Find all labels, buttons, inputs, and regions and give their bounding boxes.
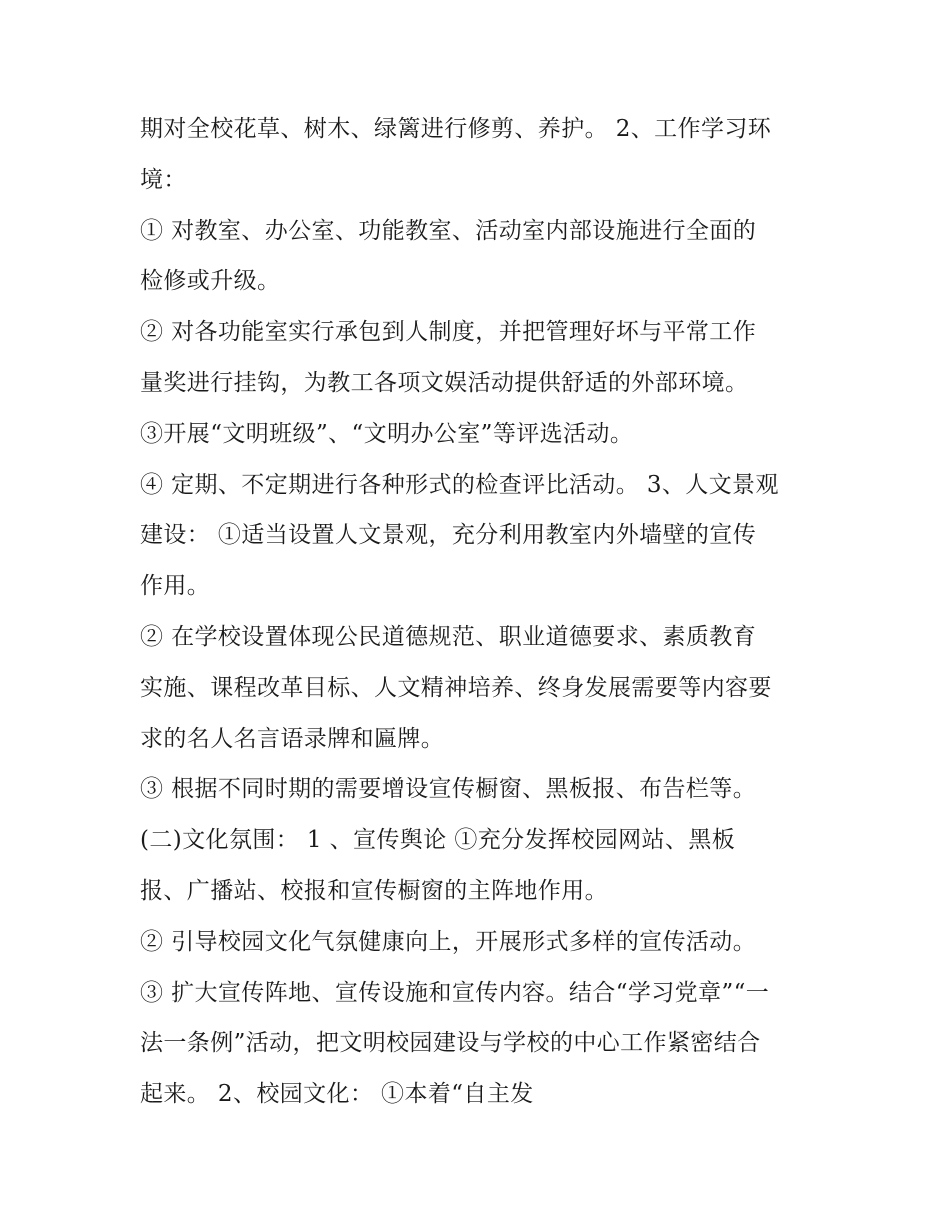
text-line: ③ 根据不同时期的需要增设宣传橱窗、黑板报、布告栏等。 <box>140 776 757 803</box>
text-line: 作用。 <box>140 573 211 600</box>
text-line: ① 对教室、办公室、功能教室、活动室内部设施进行全面的 <box>140 217 757 244</box>
text-line: 境： <box>140 166 187 193</box>
text-line: ② 引导校园文化气氛健康向上，开展形式多样的宣传活动。 <box>140 928 757 955</box>
text-line: 实施、课程改革目标、人文精神培养、终身发展需要等内容要 <box>140 674 772 701</box>
text-line: 求的名人名言语录牌和匾牌。 <box>140 725 445 752</box>
text-line: 期对全校花草、树木、绿篱进行修剪、养护。 2、工作学习环 <box>140 116 772 142</box>
text-line: 检修或升级。 <box>140 268 281 295</box>
text-line: (二)文化氛围： 1 、宣传舆论 ①充分发挥校园网站、黑板 <box>140 827 736 854</box>
text-line: 量奖进行挂钩，为教工各项文娱活动提供舒适的外部环境。 <box>140 369 749 396</box>
text-line: 法一条例”活动，把文明校园建设与学校的中心工作紧密结合 <box>140 1030 761 1057</box>
text-line: 建设： ①适当设置人文景观，充分利用教室内外墙壁的宣传 <box>140 522 757 549</box>
text-line: 起来。 2、校园文化： ①本着“自主发 <box>140 1081 534 1108</box>
text-line: ③ 扩大宣传阵地、宣传设施和宣传内容。结合“学习党章”“一 <box>140 979 770 1006</box>
document-body <box>140 104 820 1120</box>
text-line: ④ 定期、不定期进行各种形式的检查评比活动。 3、人文景观 <box>140 471 779 498</box>
text-line: ② 对各功能室实行承包到人制度，并把管理好坏与平常工作 <box>140 319 757 346</box>
text-line: 报、广播站、校报和宣传橱窗的主阵地作用。 <box>140 877 608 904</box>
text-line: ② 在学校设置体现公民道德规范、职业道德要求、素质教育 <box>140 623 757 650</box>
text-line: ③开展“文明班级”、“文明办公室”等评选活动。 <box>140 420 634 447</box>
